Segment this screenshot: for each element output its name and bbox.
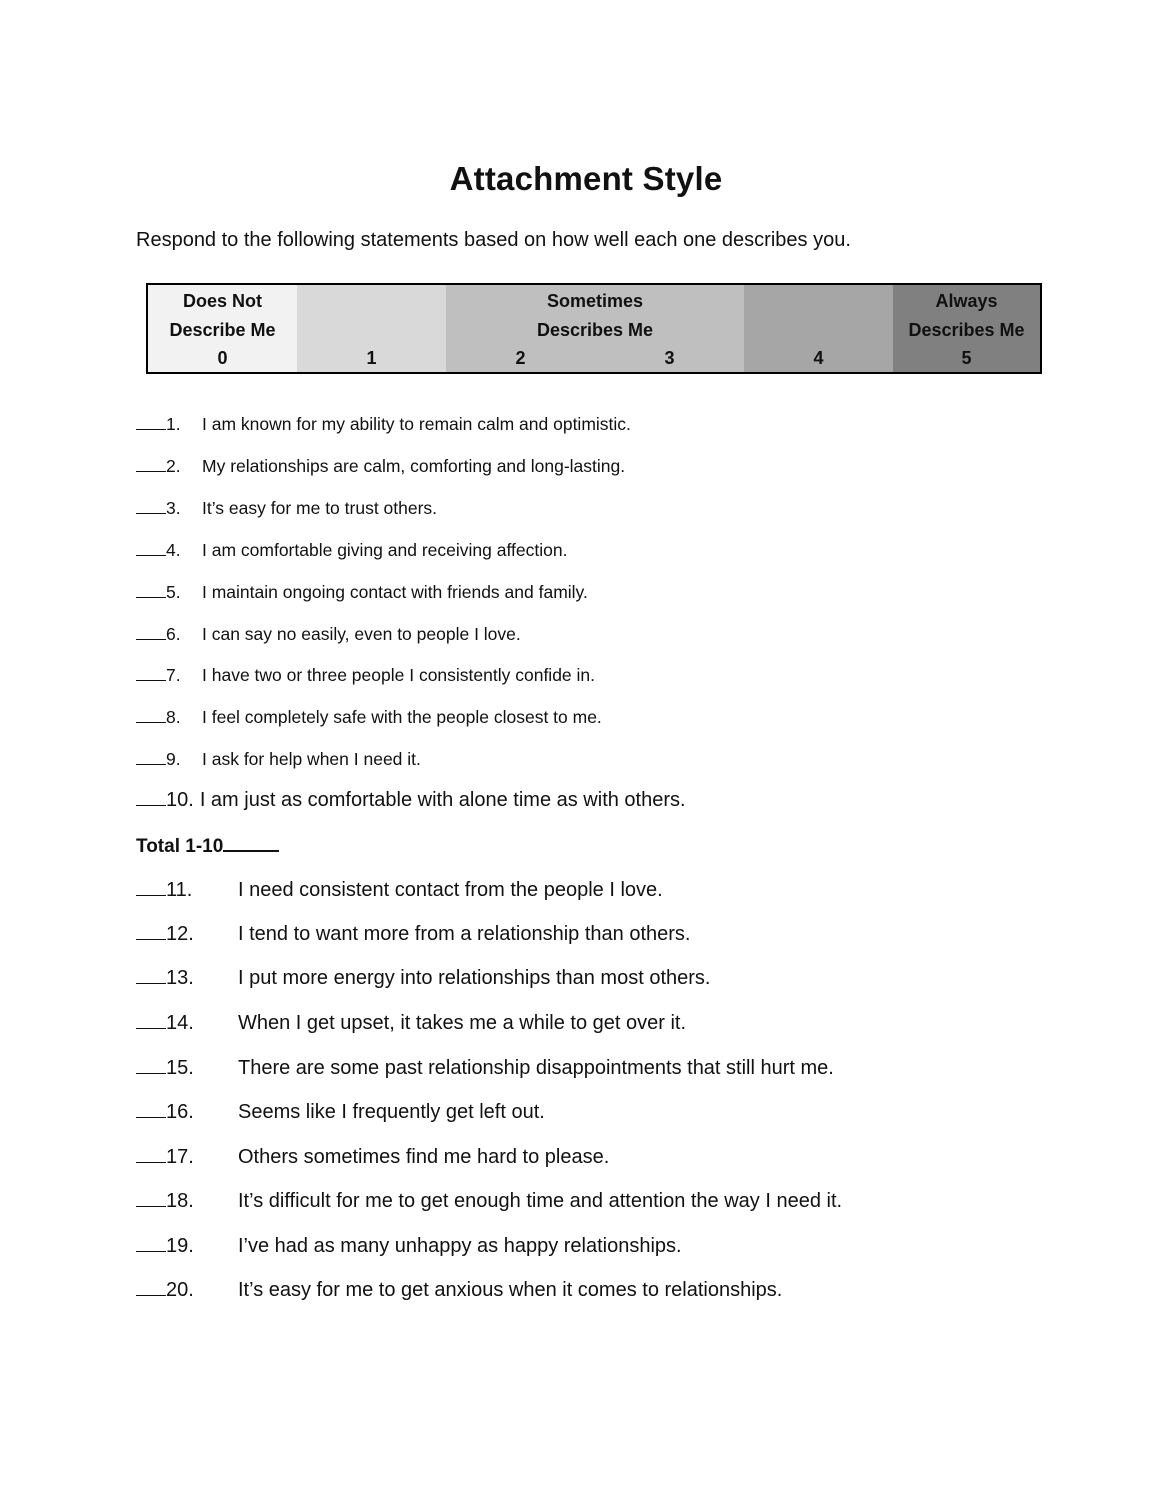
list-item: 15. There are some past relationship disappointments that still hurt me.: [136, 1057, 834, 1080]
list-item: 7. I have two or three people I consistently confide in.: [136, 665, 595, 686]
answer-blank[interactable]: [136, 456, 166, 472]
answer-blank[interactable]: [136, 790, 166, 806]
scale-col-1: [297, 285, 446, 372]
answer-blank[interactable]: [136, 707, 166, 723]
page-title: Attachment Style: [449, 160, 723, 197]
list-item: 5. I maintain ongoing contact with friends and family.: [136, 582, 588, 603]
answer-blank[interactable]: [136, 540, 166, 556]
list-item: 6. I can say no easily, even to people I love.: [136, 624, 521, 645]
answer-blank[interactable]: [136, 498, 166, 514]
answer-blank[interactable]: [136, 582, 166, 598]
list-item: 1. I am known for my ability to remain calm and optimistic.: [136, 414, 631, 435]
total-blank[interactable]: [223, 834, 279, 852]
list-item: 13. I put more energy into relationships than most others.: [136, 967, 710, 990]
answer-blank[interactable]: [136, 924, 166, 940]
answer-blank[interactable]: [136, 1236, 166, 1252]
answer-blank[interactable]: [136, 968, 166, 984]
scale-value-3: 3: [664, 348, 675, 368]
scale-label-sometimes: Sometimes Describes Me: [536, 291, 654, 340]
list-item: 12. I tend to want more from a relationship than others.: [136, 923, 690, 946]
list-item: 19. I’ve had as many unhappy as happy relationships.: [136, 1235, 682, 1258]
list-item: 18. It’s difficult for me to get enough time and attention the way I need it.: [136, 1190, 842, 1213]
scale-label-does-not: Does Not Describe Me: [169, 291, 276, 340]
list-item: 2. My relationships are calm, comforting and long-lasting.: [136, 456, 625, 477]
scale-col-5: [893, 285, 1040, 372]
list-item: 4. I am comfortable giving and receiving affection.: [136, 540, 567, 561]
scale-col-4: [744, 285, 893, 372]
answer-blank[interactable]: [136, 1058, 166, 1074]
total-1-10: Total 1-10: [136, 834, 279, 858]
answer-blank[interactable]: [136, 665, 166, 681]
scale-value-5: 5: [961, 348, 972, 368]
answer-blank[interactable]: [136, 414, 166, 430]
answer-blank[interactable]: [136, 1280, 166, 1296]
instructions: Respond to the following statements based on how well each one describes you.: [136, 229, 851, 251]
answer-blank[interactable]: [136, 1013, 166, 1029]
list-item: 16. Seems like I frequently get left out.: [136, 1101, 545, 1124]
list-item: 14. When I get upset, it takes me a while to get over it.: [136, 1012, 686, 1035]
answer-blank[interactable]: [136, 624, 166, 640]
scale-col-2-3: [446, 285, 744, 372]
scale-value-0: 0: [217, 348, 228, 368]
list-item: 20. It’s easy for me to get anxious when it comes to relationships.: [136, 1279, 782, 1302]
list-item: 3. It’s easy for me to trust others.: [136, 498, 437, 519]
list-item: 17. Others sometimes find me hard to please.: [136, 1146, 609, 1169]
list-item: 11. I need consistent contact from the people I love.: [136, 879, 663, 902]
list-item: 8. I feel completely safe with the people closest to me.: [136, 707, 602, 728]
list-item: 10. I am just as comfortable with alone time as with others.: [136, 789, 686, 812]
answer-blank[interactable]: [136, 1102, 166, 1118]
answer-blank[interactable]: [136, 749, 166, 765]
answer-blank[interactable]: [136, 1147, 166, 1163]
scale-value-1: 1: [366, 348, 377, 368]
scale-value-4: 4: [813, 348, 824, 368]
list-item: 9. I ask for help when I need it.: [136, 749, 421, 770]
answer-blank[interactable]: [136, 1191, 166, 1207]
scale-label-always: Always Describes Me: [908, 291, 1025, 340]
scale-col-0: [148, 285, 297, 372]
answer-blank[interactable]: [136, 880, 166, 896]
scale-value-2: 2: [515, 348, 526, 368]
rating-scale: [146, 283, 1042, 374]
